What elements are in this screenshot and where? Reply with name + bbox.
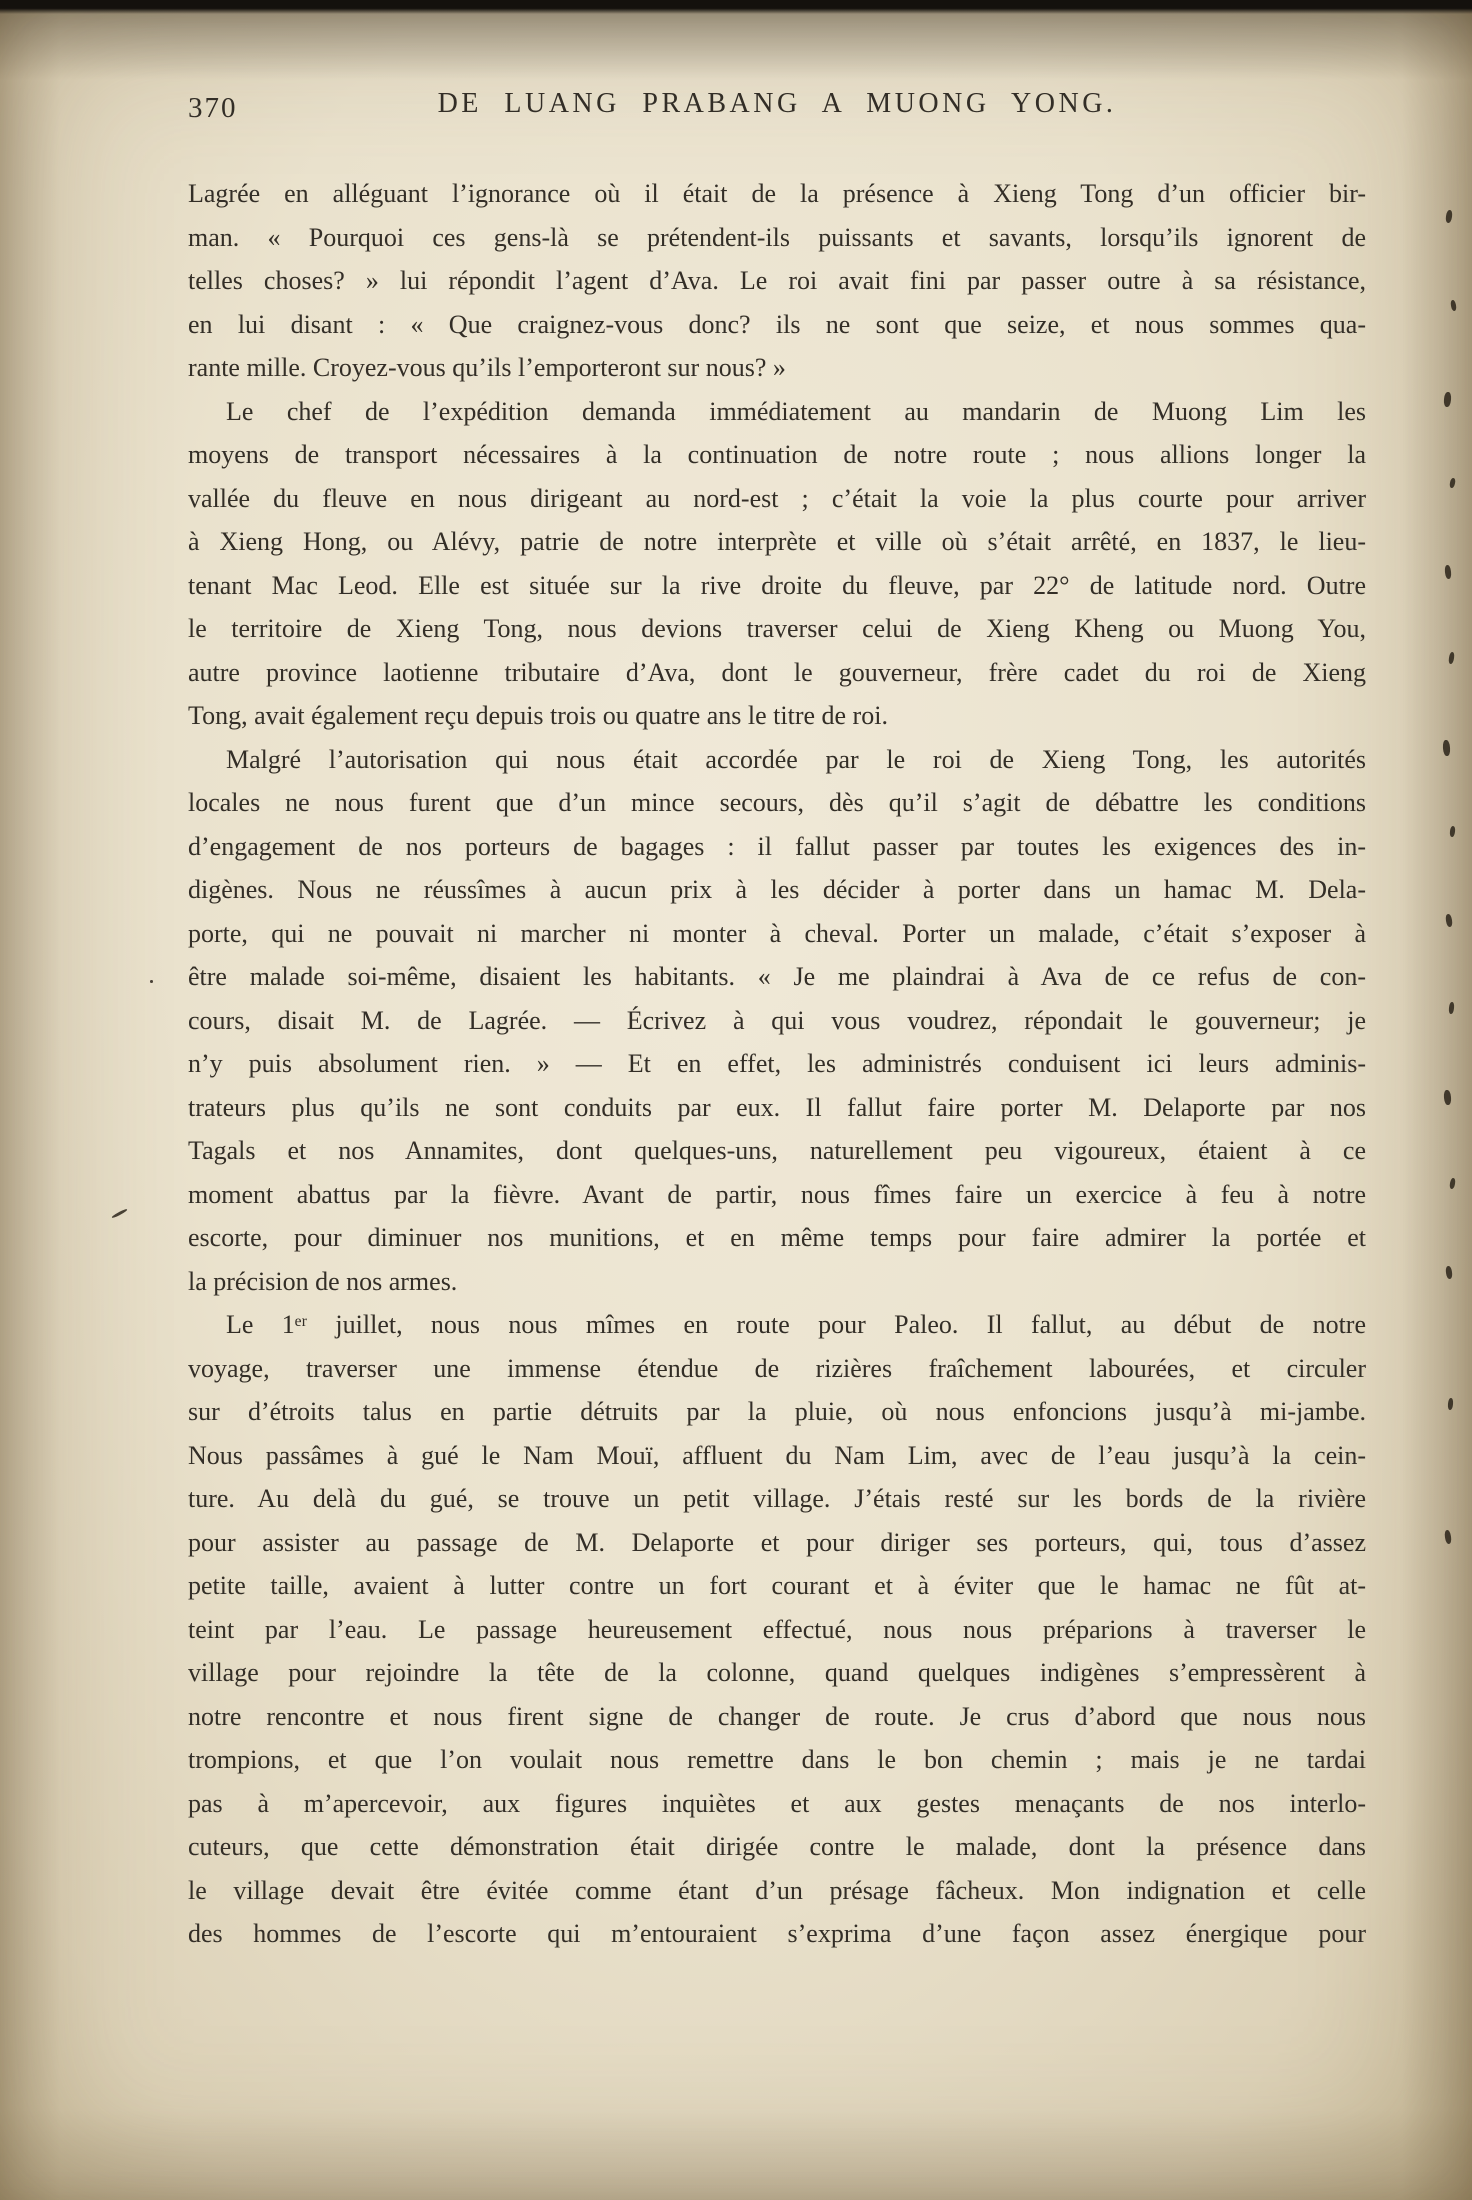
scan-artifact — [1449, 478, 1456, 489]
scan-artifact — [1443, 392, 1451, 408]
scan-artifact — [1448, 1002, 1454, 1014]
scan-artifact — [1445, 914, 1453, 928]
scan-artifact — [1444, 565, 1451, 580]
text-line: le territoire de Xieng Tong, nous devions traverser celui de Xieng Kheng ou Muong You, — [188, 614, 1366, 643]
text-line: Tong, avait également reçu depuis trois ou quatre ans le titre de roi. — [188, 701, 888, 730]
scan-artifact — [1449, 1178, 1456, 1190]
text-line: n’y puis absolument rien. » — Et en effet, les administrés conduisent ici leurs adminis- — [188, 1049, 1366, 1078]
body-text — [188, 172, 1366, 1956]
scan-artifact — [111, 1208, 127, 1219]
text-line: le village devait être évitée comme étant d’un présage fâcheux. Mon indignation et celle — [188, 1875, 1366, 1905]
scan-artifact — [1442, 740, 1450, 756]
page-number: 370 — [188, 92, 238, 124]
text-line: Nous passâmes à gué le Nam Mouï, affluent du Nam Lim, avec de l’eau jusqu’à la cein- — [188, 1440, 1366, 1470]
text-line: pour assister au passage de M. Delaporte et pour diriger ses porteurs, qui, tous d’assez — [188, 1527, 1366, 1557]
text-line: pas à m’apercevoir, aux figures inquiètes et aux gestes menaçants de nos interlo- — [188, 1788, 1366, 1818]
paragraph — [188, 172, 1366, 390]
text-line: Le chef de l’expédition demanda immédiatement au mandarin de Muong Lim les — [226, 396, 1366, 426]
text-line: village pour rejoindre la tête de la colonne, quand quelques indigènes s’empressèrent à — [188, 1658, 1366, 1687]
text-line: petite taille, avaient à lutter contre un fort courant et à éviter que le hamac ne fût at- — [188, 1571, 1366, 1600]
text-line: Le 1ᵉʳ juillet, nous nous mîmes en route pour Paleo. Il fallut, au début de notre — [226, 1310, 1366, 1339]
text-line: Malgré l’autorisation qui nous était accordée par le roi de Xieng Tong, les autorités — [226, 744, 1366, 774]
scan-artifact — [1449, 826, 1455, 838]
scan-artifact — [1445, 1266, 1453, 1280]
scan-artifact — [1443, 1090, 1451, 1106]
text-line: man. « Pourquoi ces gens-là se prétendent-ils puissants et savants, lorsqu’ils ignorent de — [188, 222, 1366, 252]
text-line: Tagals et nos Annamites, dont quelques-uns, naturellement peu vigoureux, étaient à ce — [188, 1136, 1366, 1165]
paragraph — [188, 1303, 1366, 1956]
paragraph — [188, 738, 1366, 1304]
text-line: telles choses? » lui répondit l’agent d’Ava. Le roi avait fini par passer outre à sa résistance, — [188, 266, 1366, 295]
scan-edge-shadow — [0, 0, 1472, 14]
text-line: ture. Au delà du gué, se trouve un petit village. J’étais resté sur les bords de la rivière — [188, 1484, 1366, 1513]
text-line: être malade soi-même, disaient les habitants. « Je me plaindrai à Ava de ce refus de con- — [188, 962, 1366, 991]
text-line: à Xieng Hong, ou Alévy, patrie de notre interprète et ville où s’était arrêté, en 1837, le lieu- — [188, 527, 1366, 556]
text-line: cours, disait M. de Lagrée. — Écrivez à qui vous voudrez, répondait le gouverneur; je — [188, 1005, 1366, 1035]
text-line: escorte, pour diminuer nos munitions, et en même temps pour faire admirer la portée et — [188, 1223, 1366, 1252]
text-line: la précision de nos armes. — [188, 1266, 458, 1296]
text-line: digènes. Nous ne réussîmes à aucun prix à les décider à porter dans un hamac M. Dela- — [188, 875, 1366, 904]
text-line: Lagrée en alléguant l’ignorance où il était de la présence à Xieng Tong d’un officier bir- — [188, 179, 1366, 208]
paragraph — [188, 390, 1366, 738]
text-line: rante mille. Croyez-vous qu’ils l’emporteront sur nous? » — [188, 353, 786, 382]
text-line: teint par l’eau. Le passage heureusement effectué, nous nous préparions à traverser le — [188, 1614, 1366, 1644]
text-line: trateurs plus qu’ils ne sont conduits par eux. Il fallut faire porter M. Delaporte par nos — [188, 1092, 1366, 1122]
text-line: moment abattus par la fièvre. Avant de partir, nous fîmes faire un exercice à feu à notre — [188, 1179, 1366, 1209]
text-line: autre province laotienne tributaire d’Ava, dont le gouverneur, frère cadet du roi de Xieng — [188, 657, 1366, 687]
text-line: en lui disant : « Que craignez-vous donc? ils ne sont que seize, et nous sommes qua- — [188, 309, 1366, 339]
text-line: moyens de transport nécessaires à la continuation de notre route ; nous allions longer la — [188, 440, 1366, 469]
text-line: cuteurs, que cette démonstration était dirigée contre le malade, dont la présence dans — [188, 1832, 1366, 1861]
scan-artifact — [1450, 300, 1457, 312]
text-line: trompions, et que l’on voulait nous remettre dans le bon chemin ; mais je ne tardai — [188, 1745, 1366, 1774]
text-line: notre rencontre et nous firent signe de changer de route. Je crus d’abord que nous nous — [188, 1701, 1366, 1731]
text-line: tenant Mac Leod. Elle est située sur la rive droite du fleuve, par 22° de latitude nord. Outre — [188, 570, 1366, 600]
scan-artifact — [1448, 652, 1455, 665]
running-title: DE LUANG PRABANG A MUONG YONG. — [437, 88, 1117, 119]
scan-artifact — [1444, 1530, 1452, 1545]
page-header — [188, 88, 1366, 134]
scan-artifact — [1445, 210, 1453, 224]
text-line: des hommes de l’escorte qui m’entouraient s’exprima d’une façon assez énergique pour — [188, 1919, 1366, 1948]
text-line: voyage, traverser une immense étendue de rizières fraîchement labourées, et circuler — [188, 1353, 1366, 1383]
scan-artifact — [150, 980, 153, 983]
text-line: vallée du fleuve en nous dirigeant au nord-est ; c’était la voie la plus courte pour arriver — [188, 483, 1366, 513]
text-line: locales ne nous furent que d’un mince secours, dès qu’il s’agit de débattre les conditions — [188, 788, 1366, 817]
scan-artifact — [1447, 1398, 1453, 1410]
text-line: porte, qui ne pouvait ni marcher ni monter à cheval. Porter un malade, c’était s’exposer à — [188, 918, 1366, 948]
text-line: sur d’étroits talus en partie détruits par la pluie, où nous enfoncions jusqu’à mi-jambe. — [188, 1397, 1366, 1426]
text-line: d’engagement de nos porteurs de bagages : il fallut passer par toutes les exigences des in- — [188, 831, 1366, 861]
